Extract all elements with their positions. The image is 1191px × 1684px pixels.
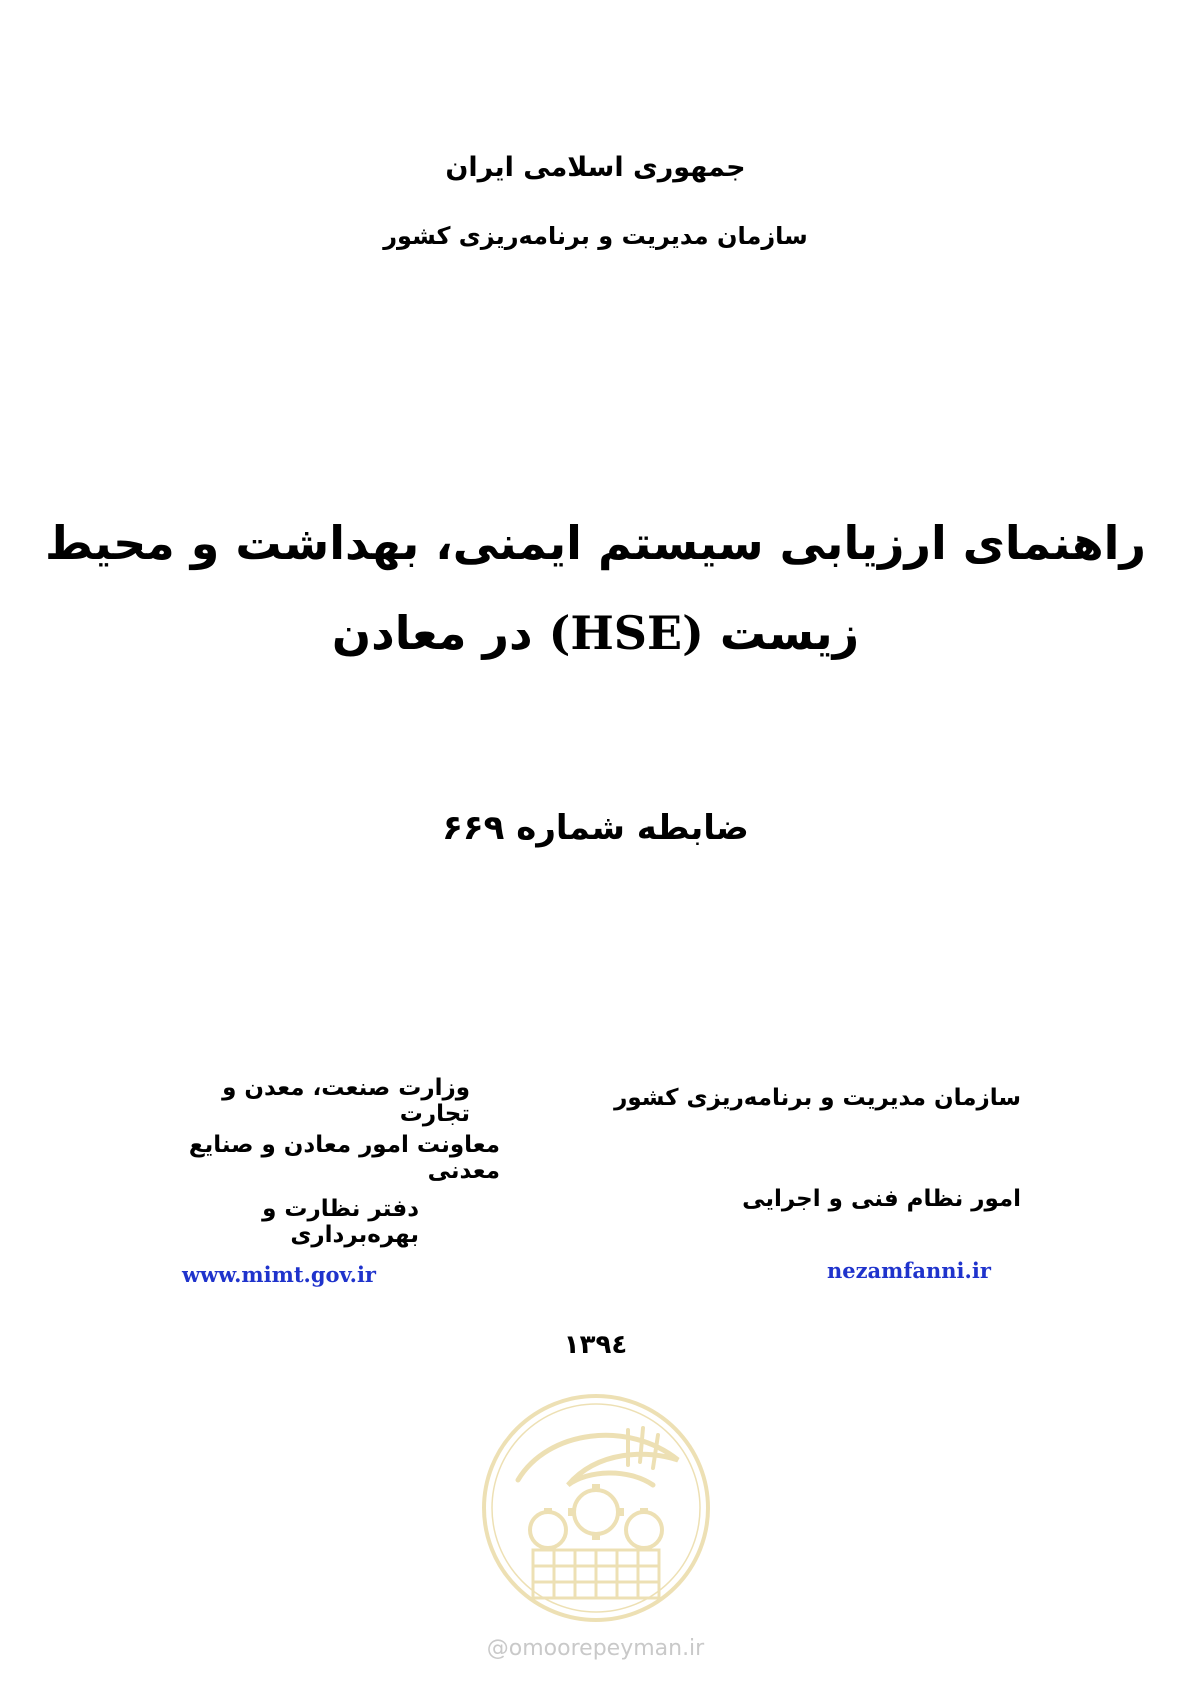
office-name: دفتر نظارت و بهره‌برداری <box>262 1196 419 1248</box>
standard-number: ضابطه شماره ۶۶۹ <box>442 808 749 848</box>
organization-name: سازمان مدیریت و برنامه‌ریزی کشور <box>614 1085 1021 1111</box>
country-heading: جمهوری اسلامی ایران <box>445 152 746 183</box>
organization-heading: سازمان مدیریت و برنامه‌ریزی کشور <box>383 222 808 250</box>
document-title-line-1: راهنمای ارزیابی سیستم ایمنی، بهداشت و محیط <box>45 516 1146 570</box>
ministry-website-link[interactable]: www.mimt.gov.ir <box>182 1262 376 1287</box>
document-title-line-2 <box>0 603 1191 663</box>
title-prefix: زیست <box>719 606 860 660</box>
seal-logo-icon <box>478 1390 714 1626</box>
watermark-site-label: omoorepeyman.ir <box>508 1636 705 1661</box>
ministry-name: وزارت صنعت، معدن و تجارت <box>222 1075 470 1127</box>
title-acronym: (HSE) <box>548 606 704 660</box>
title-suffix: در معادن <box>331 606 533 660</box>
organization-website-link[interactable]: nezamfanni.ir <box>827 1258 991 1283</box>
at-sign-icon: @ <box>486 1636 509 1661</box>
department-name: امور نظام فنی و اجرایی <box>742 1186 1021 1212</box>
watermark-site-text <box>0 1636 1191 1661</box>
publication-year: ۱۳۹٤ <box>563 1330 628 1360</box>
deputy-name: معاونت امور معادن و صنایع معدنی <box>188 1132 500 1184</box>
